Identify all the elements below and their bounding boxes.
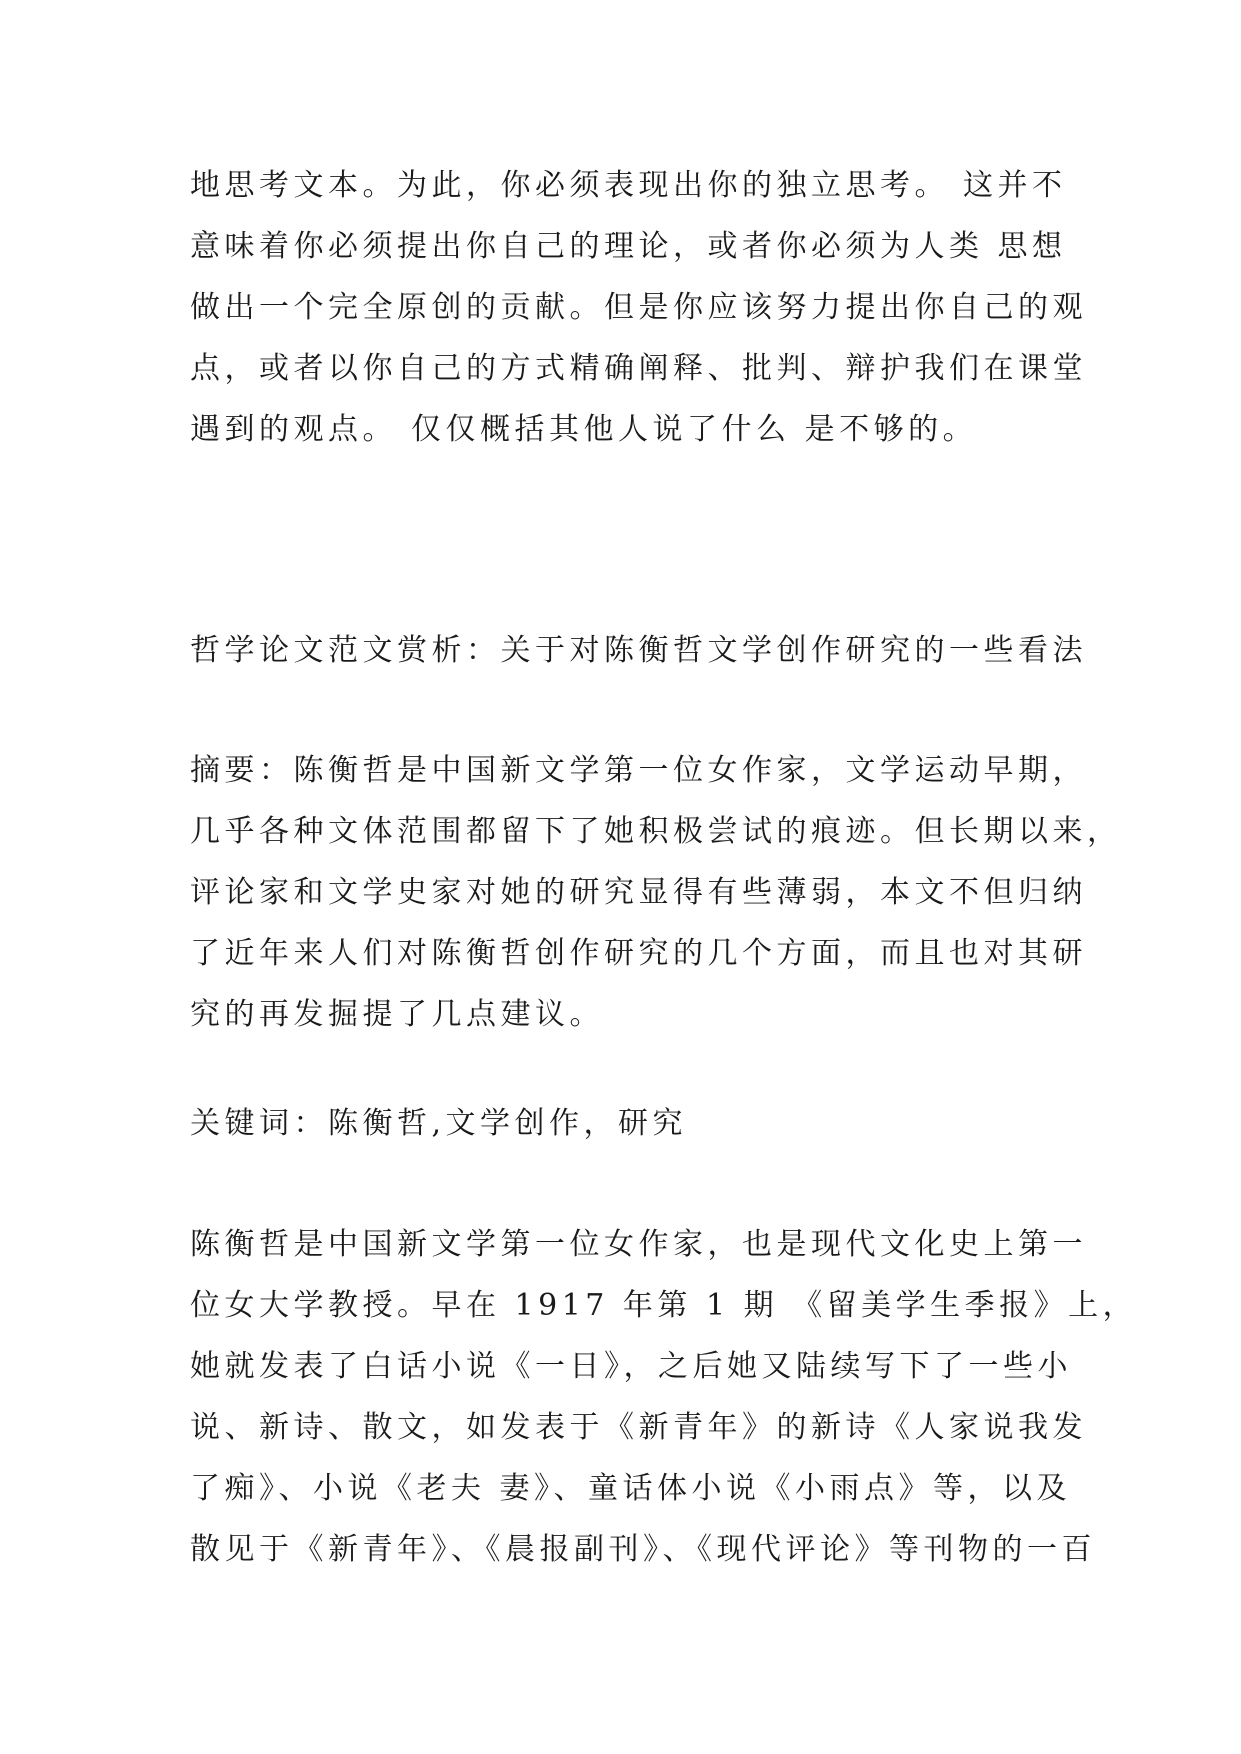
body-line: 她就发表了白话小说《一日》，之后她又陆续写下了一些小 xyxy=(190,1349,1072,1384)
abstract-line: 评论家和文学史家对她的研究显得有些薄弱，本文不但归纳 xyxy=(190,875,1087,910)
abstract-line: 了近年来人们对陈衡哲创作研究的几个方面，而且也对其研 xyxy=(190,936,1087,971)
article-title-text: 哲学论文范文赏析：关于对陈衡哲文学创作研究的一些看法 xyxy=(190,633,1087,668)
body-line: 散见于《新青年》、《晨报副刊》、《现代评论》等刊物的一百 xyxy=(190,1532,1096,1567)
keywords-line: 关键词：陈衡哲,文学创作，研究 xyxy=(190,1106,688,1141)
body-line: 说、新诗、散文，如发表于《新青年》的新诗《人家说我发 xyxy=(190,1410,1087,1445)
paragraph-line: 地思考文本。为此，你必须表现出你的独立思考。 这并不 xyxy=(190,168,1067,203)
body-line: 了痴》、小说《老夫 妻》、童话体小说《小雨点》等，以及 xyxy=(190,1471,1072,1506)
paragraph-line: 遇到的观点。 仅仅概括其他人说了什么 是不够的。 xyxy=(190,412,978,447)
article-title xyxy=(190,620,1087,681)
paragraph-line: 做出一个完全原创的贡献。但是你应该努力提出你自己的观 xyxy=(190,290,1087,325)
body-line: 陈衡哲是中国新文学第一位女作家，也是现代文化史上第一 xyxy=(190,1227,1087,1262)
paragraph-line: 点，或者以你自己的方式精确阐释、批判、辩护我们在课堂 xyxy=(190,351,1087,386)
body-line: 位女大学教授。早在 1917 年第 1 期 《留美学生季报》上， xyxy=(190,1288,1138,1323)
abstract-line: 究的再发掘提了几点建议。 xyxy=(190,997,604,1032)
paragraph-line: 意味着你必须提出你自己的理论，或者你必须为人类 思想 xyxy=(190,229,1067,264)
abstract-line: 摘要：陈衡哲是中国新文学第一位女作家，文学运动早期， xyxy=(190,753,1087,788)
keywords-paragraph xyxy=(190,1093,1070,1154)
abstract-line: 几乎各种文体范围都留下了她积极尝试的痕迹。但长期以来， xyxy=(190,814,1122,849)
abstract-paragraph xyxy=(190,740,1122,1045)
body-paragraph xyxy=(190,1214,1138,1580)
continued-paragraph xyxy=(190,155,1087,460)
